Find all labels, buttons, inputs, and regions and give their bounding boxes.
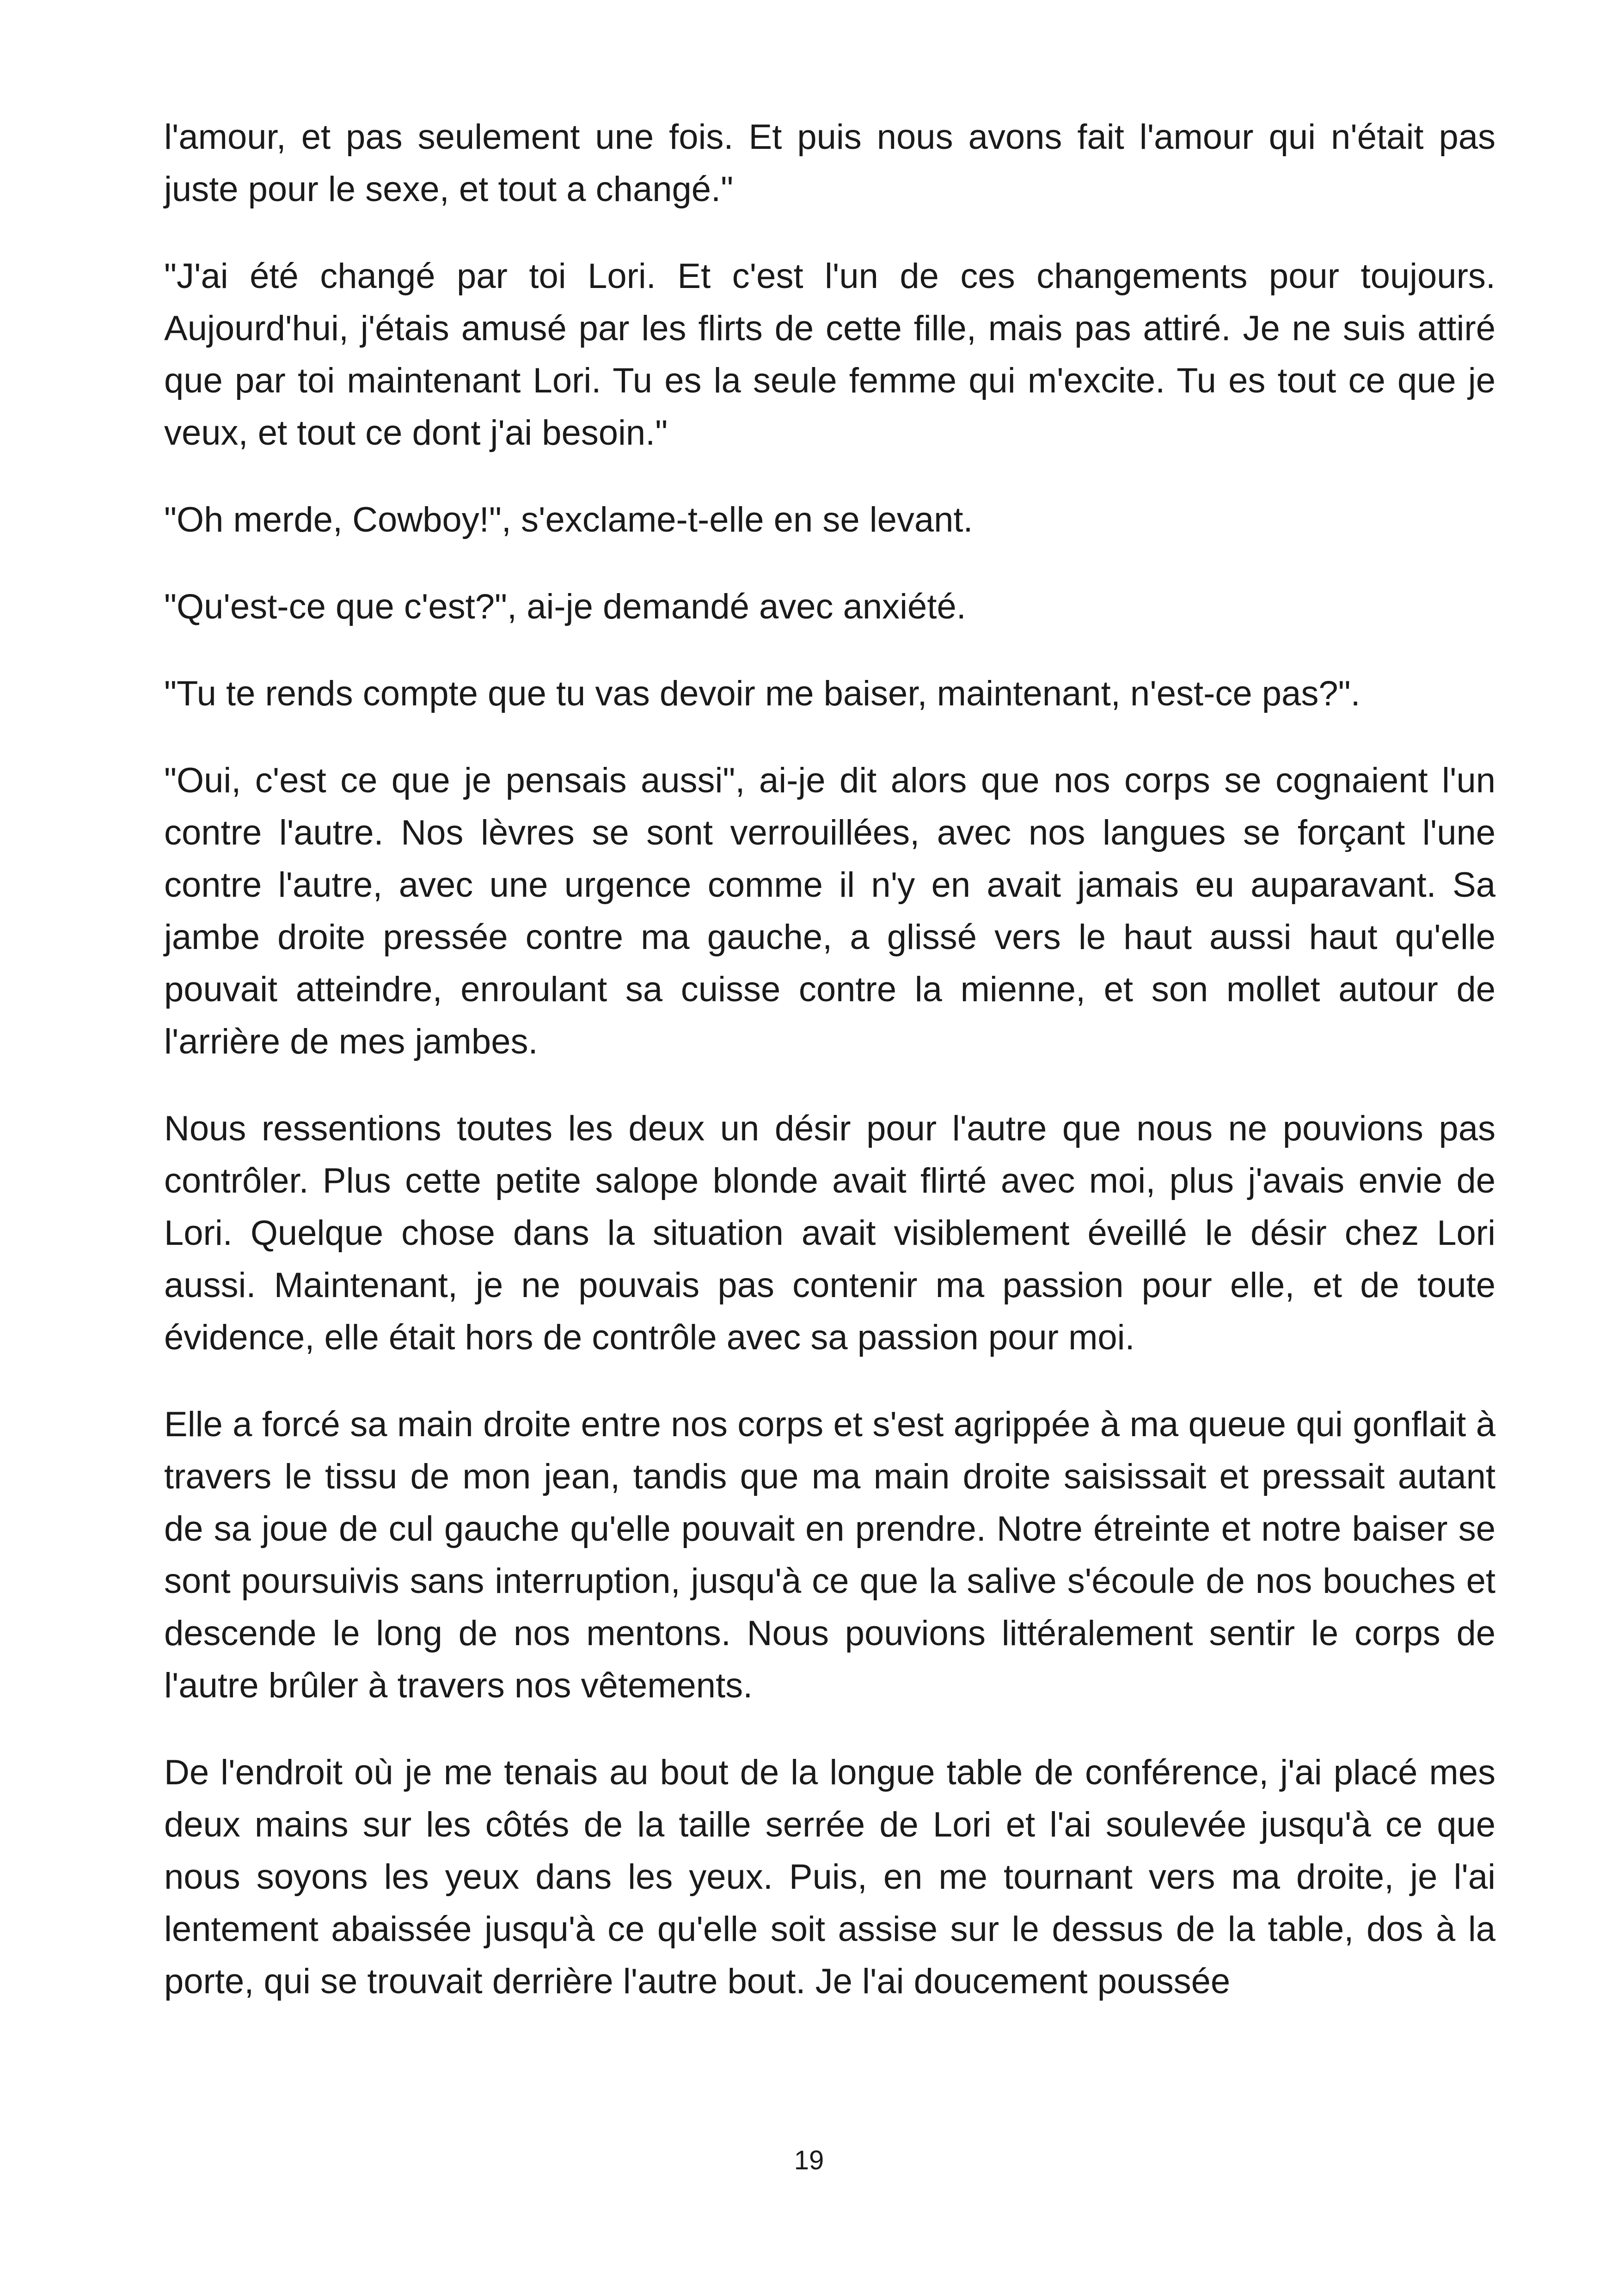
paragraph-4: "Qu'est-ce que c'est?", ai-je demandé avec anxiété. (164, 587, 966, 626)
body-text (164, 111, 1495, 2042)
paragraph-7: Nous ressentions toutes les deux un désir pour l'autre que nous ne pouvions pas contrôler. Plus cette petite salope blonde avait flirté avec moi, plus j'avais envie de Lori. Quelque chose dans la situation avait visiblement éveillé le désir chez Lori aussi. Maintenant, je ne pouvais pas contenir ma passion pour elle, et de toute évidence, elle était hors de contrôle avec sa passion pour moi. (164, 1109, 1495, 1357)
page-number: 19 (794, 2145, 824, 2175)
paragraph-9: De l'endroit où je me tenais au bout de la longue table de conférence, j'ai placé mes deux mains sur les côtés de la taille serrée de Lori et l'ai soulevée jusqu'à ce que nous soyons les yeux dans les yeux. Puis, en me tournant vers ma droite, je l'ai lentement abaissée jusqu'à ce qu'elle soit assise sur le dessus de la table, dos à la porte, qui se trouvait derrière l'autre bout. Je l'ai doucement poussée (164, 1753, 1495, 2001)
paragraph-2: "J'ai été changé par toi Lori. Et c'est l'un de ces changements pour toujours. Aujourd'hui, j'étais amusé par les flirts de cette fille, mais pas attiré. Je ne suis attiré que par toi maintenant Lori. Tu es la seule femme qui m'excite. Tu es tout ce que je veux, et tout ce dont j'ai besoin." (164, 257, 1495, 453)
paragraph-3: "Oh merde, Cowboy!", s'exclame-t-elle en se levant. (164, 500, 973, 539)
paragraph-1: l'amour, et pas seulement une fois. Et puis nous avons fait l'amour qui n'était pas juste pour le sexe, et tout a changé." (164, 117, 1495, 209)
paragraph-5: "Tu te rends compte que tu vas devoir me baiser, maintenant, n'est-ce pas?". (164, 674, 1361, 713)
paragraph-8: Elle a forcé sa main droite entre nos corps et s'est agrippée à ma queue qui gonflait à travers le tissu de mon jean, tandis que ma main droite saisissait et pressait autant de sa joue de cul gauche qu'elle pouvait en prendre. Notre étreinte et notre baiser se sont poursuivis sans interruption, jusqu'à ce que la salive s'écoule de nos bouches et descende le long de nos mentons. Nous pouvions littéralement sentir le corps de l'autre brûler à travers nos vêtements. (164, 1405, 1495, 1705)
paragraph-6: "Oui, c'est ce que je pensais aussi", ai-je dit alors que nos corps se cognaient l'un contre l'autre. Nos lèvres se sont verrouillées, avec nos langues se forçant l'une contre l'autre, avec une urgence comme il n'y en avait jamais eu auparavant. Sa jambe droite pressée contre ma gauche, a glissé vers le haut aussi haut qu'elle pouvait atteindre, enroulant sa cuisse contre la mienne, et son mollet autour de l'arrière de mes jambes. (164, 761, 1495, 1061)
